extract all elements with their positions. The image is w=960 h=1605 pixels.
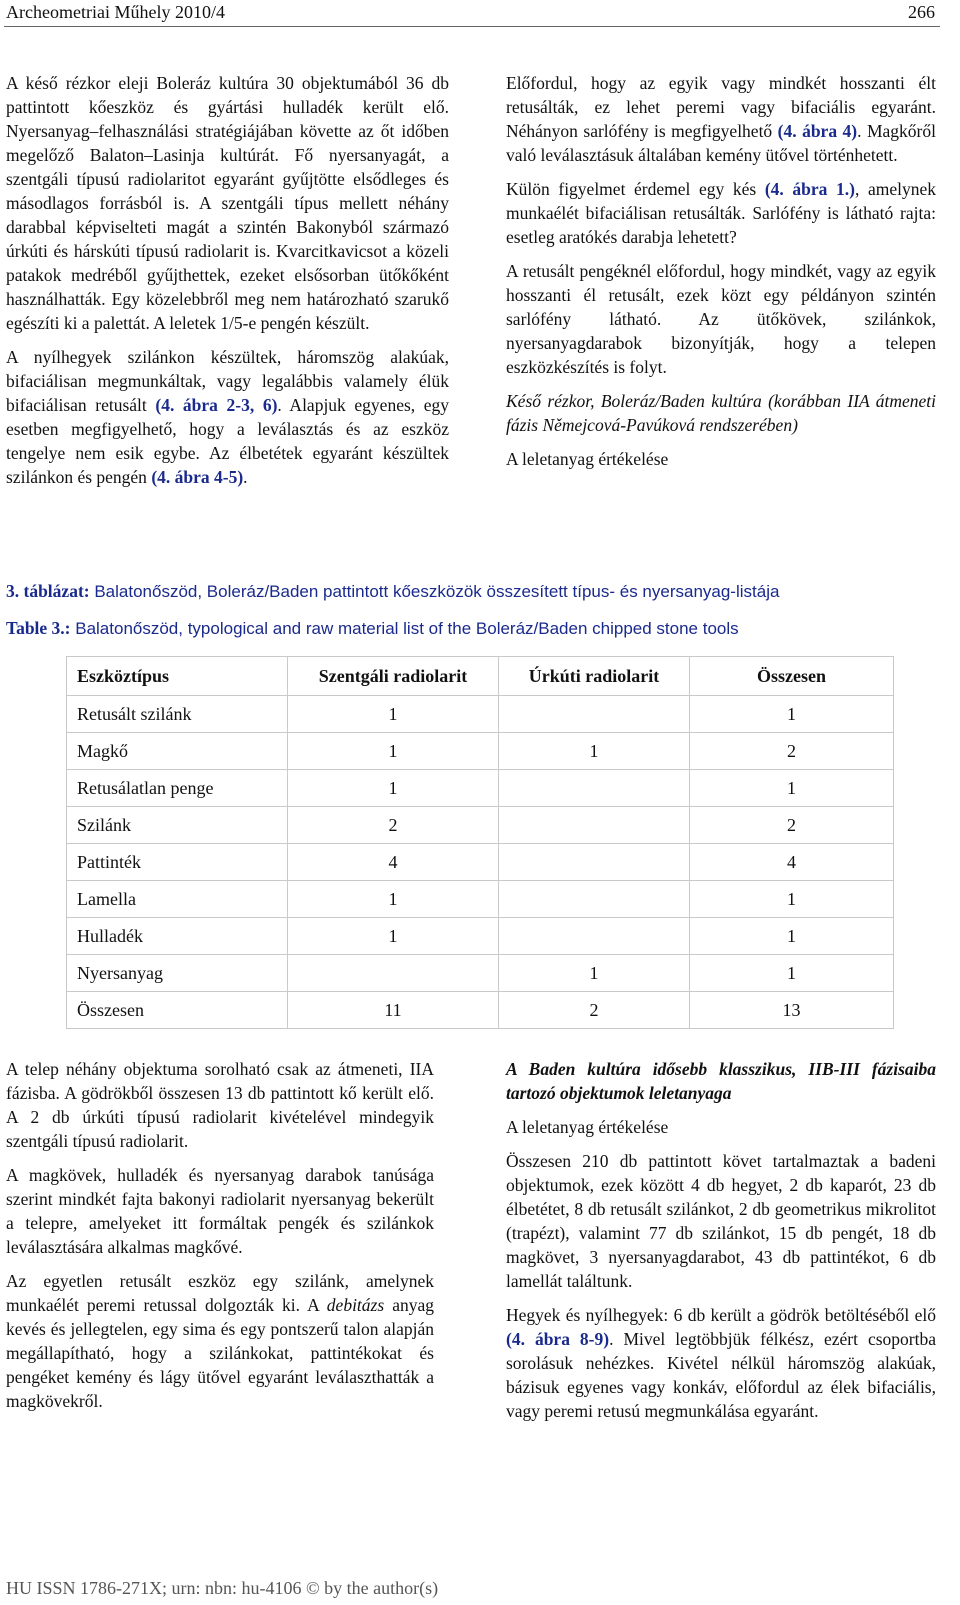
table-cell: Szilánk [67, 807, 288, 844]
table-row [67, 770, 894, 807]
table-row [67, 844, 894, 881]
caption-label: Table 3.: [6, 618, 71, 638]
evaluation-heading: A leletanyag értékelése [506, 1117, 669, 1137]
table-cell: 1 [288, 733, 499, 770]
table-cell: 2 [499, 992, 690, 1029]
table-cell [499, 844, 690, 881]
figure-ref[interactable]: (4. ábra 4-5) [151, 467, 244, 487]
paragraph-blades: A retusált pengéknél előfordul, hogy mindkét, vagy az egyik hosszanti él retusált, ezek közt egy példányon szintén sarlófény látható. Az ütőkövek, szilánkok, nyersanyagdarabok bizonyítják, hogy a telepen eszközkészítés is folyt. [506, 261, 936, 377]
table-cell: Összesen [67, 992, 288, 1029]
table-cell [499, 807, 690, 844]
table-cell: 1 [288, 770, 499, 807]
table-total-row [67, 992, 894, 1029]
table-cell: 1 [690, 918, 894, 955]
table-cell: Lamella [67, 881, 288, 918]
paragraph-baden-totals: Összesen 210 db pattintott követ tartalmaztak a badeni objektumok, ezek között 4 db hegyet, 2 db kaparót, 23 db élbetétet, 8 db retusált szilánkot, 2 db geometrikus mikrolitot (trapézt), valamint 77 db szilánkot, 15 db pengét, 18 db magkövet, 3 nyersanyagdarabot, 43 db pattintékot, 6 db lamellát találtunk. [506, 1151, 936, 1291]
figure-ref[interactable]: (4. ábra 2-3, 6) [155, 395, 278, 415]
paragraph-knife: Külön figyelmet érdemel egy kés (4. ábra 1.), amelynek munkaélét bifaciálisan retusálták. Sarlófény is látható rajta: esetleg aratókés darabja lehetett? [506, 179, 937, 247]
top-left-column [6, 71, 449, 499]
column-header: Összesen [690, 657, 894, 696]
table-cell: 11 [288, 992, 499, 1029]
table-cell [499, 881, 690, 918]
table-cell: Nyersanyag [67, 955, 288, 992]
table-row [67, 807, 894, 844]
table-cell: 1 [499, 733, 690, 770]
table-cell [499, 696, 690, 733]
running-header [0, 0, 960, 27]
footer-issn: HU ISSN 1786-271X; urn: nbn: hu-4106 © by the author(s) [6, 1578, 439, 1598]
caption-text: Balatonőszöd, Boleráz/Baden pattintott kőeszközök összesített típus- és nyersanyag-listája [89, 582, 780, 601]
paragraph-iia-phase: A telep néhány objektuma sorolható csak az átmeneti, IIA fázisba. A gödrökből összesen 13 db pattintott kő került elő. A 2 db úrkúti típusú radiolarit kivételével mindegyik szentgáli típusú radiolarit. [6, 1059, 434, 1151]
table-cell: 4 [288, 844, 499, 881]
table-row [67, 696, 894, 733]
column-header: Szentgáli radiolarit [288, 657, 499, 696]
column-header: Eszköztípus [67, 657, 288, 696]
paragraph-cores: A magkövek, hulladék és nyersanyag darabok tanúsága szerint mindkét fajta bakonyi radiolarit nyersanyag bekerült a telepre, amelyeket itt formáltak pengék és szilánkok leválasztására alkalmas magkővé. [6, 1165, 434, 1257]
paragraph-retouched-tool: Az egyetlen retusált eszköz egy szilánk, amelynek munkaélét peremi retussal dolgozták ki. A debitázs anyag kevés és jellegtelen, egy sima és egy pontszerű talon alapján megállapítható, hogy a szilánkokat, pattintékokat és pengéket kemény és lágy ütővel egyaránt leválaszthatták a magkövekről. [6, 1271, 434, 1411]
paragraph-points: Hegyek és nyílhegyek: 6 db került a gödrök betöltéséből elő (4. ábra 8-9). Mivel legtöbbjük félkész, ezért csoportba sorolásuk nehézkes. Kivétel nélkül háromszög alakúak, bázisuk egyenes vagy konkáv, előfordul az élek bifaciális, vagy peremi retusú megmunkálása egyaránt. [506, 1305, 937, 1421]
table-cell: 13 [690, 992, 894, 1029]
table-row [67, 955, 894, 992]
table-cell: 1 [690, 955, 894, 992]
journal-title: Archeometriai Műhely 2010/4 [6, 2, 225, 22]
section-subheading: Késő rézkor, Boleráz/Baden kultúra (korábban IIA átmeneti fázis Němejcová-Pavúková rendszerében) [506, 391, 936, 435]
figure-ref[interactable]: (4. ábra 1.) [764, 179, 855, 199]
column-header: Úrkúti radiolarit [499, 657, 690, 696]
header-rule [4, 26, 940, 27]
top-right-column [506, 71, 936, 481]
table-cell [288, 955, 499, 992]
figure-ref[interactable]: (4. ábra 8-9) [506, 1329, 610, 1349]
table-cell: 1 [690, 696, 894, 733]
stone-tools-table [66, 656, 894, 1029]
table-header-row [67, 657, 894, 696]
bottom-left-column [6, 1057, 434, 1423]
figure-ref[interactable]: (4. ábra 4) [777, 121, 858, 141]
table-caption-en [6, 617, 946, 640]
table-cell [499, 770, 690, 807]
table-cell [499, 918, 690, 955]
table-cell: Retusálatlan penge [67, 770, 288, 807]
table-cell: Retusált szilánk [67, 696, 288, 733]
table-cell: 1 [690, 770, 894, 807]
table-row [67, 918, 894, 955]
table-row [67, 733, 894, 770]
caption-label: 3. táblázat: [6, 581, 90, 601]
page-number: 266 [908, 2, 935, 22]
paragraph-retouch: Előfordul, hogy az egyik vagy mindkét hosszanti élt retusálták, ez lehet peremi vagy bifaciális egyaránt. Néhányon sarlófény is megfigyelhető (4. ábra 4). Magkőről való leválasztásuk általában kemény ütővel történhetett. [506, 73, 936, 165]
table-cell: 2 [690, 807, 894, 844]
bottom-right-column [506, 1057, 936, 1433]
table-row [67, 881, 894, 918]
table-cell: 1 [499, 955, 690, 992]
table-caption-hu [6, 580, 946, 603]
table-cell: 1 [288, 881, 499, 918]
table-cell: Hulladék [67, 918, 288, 955]
evaluation-heading: A leletanyag értékelése [506, 449, 669, 469]
table-cell: Magkő [67, 733, 288, 770]
section-subheading: A Baden kultúra idősebb klasszikus, IIB-III fázisaiba tartozó objektumok leletanyaga [506, 1059, 936, 1103]
table-cell: 1 [690, 881, 894, 918]
table-cell: 2 [288, 807, 499, 844]
paragraph-boleraz-intro: A késő rézkor eleji Boleráz kultúra 30 objektumából 36 db pattintott kőeszköz és gyártási hulladék került elő. Nyersanyag–felhasználási stratégiájában követte az őt időben megelőző Balaton–Lasinja kultúrát. Fő nyersanyagát, a szentgáli típusú radiolaritot egyaránt gyűjtötte elsődleges és másodlagos forrásból is. A szentgáli típus mellett néhány darabbal képviselteti magát a szintén Bakonyból származó úrkúti és hárskúti típusú radiolarit is. Kvarcitkavicsot a közeli patakok medréből gyűjthettek, ezeket elsősorban ütőkőként használhatták. Egy közelebbről meg nem határozható szarukő egészíti ki a palettát. A leletek 1/5-e pengén készült. [6, 73, 449, 333]
table-cell: 1 [288, 918, 499, 955]
table-cell: 4 [690, 844, 894, 881]
paragraph-arrowheads: A nyílhegyek szilánkon készültek, háromszög alakúak, bifaciálisan megmunkáltak, vagy legalábbis valamely élük bifaciálisan retusált (4. ábra 2-3, 6). Alapjuk egyenes, egy esetben megfigyelhető, hogy a leválasztás és az eszköz tengelye nem esik egybe. Az élbetétek egyaránt készültek szilánkon és pengén (4. ábra 4-5). [6, 347, 450, 487]
table-cell: Pattinték [67, 844, 288, 881]
table-cell: 1 [288, 696, 499, 733]
caption-text: Balatonőszöd, typological and raw material list of the Boleráz/Baden chipped stone tools [70, 619, 739, 638]
table-cell: 2 [690, 733, 894, 770]
